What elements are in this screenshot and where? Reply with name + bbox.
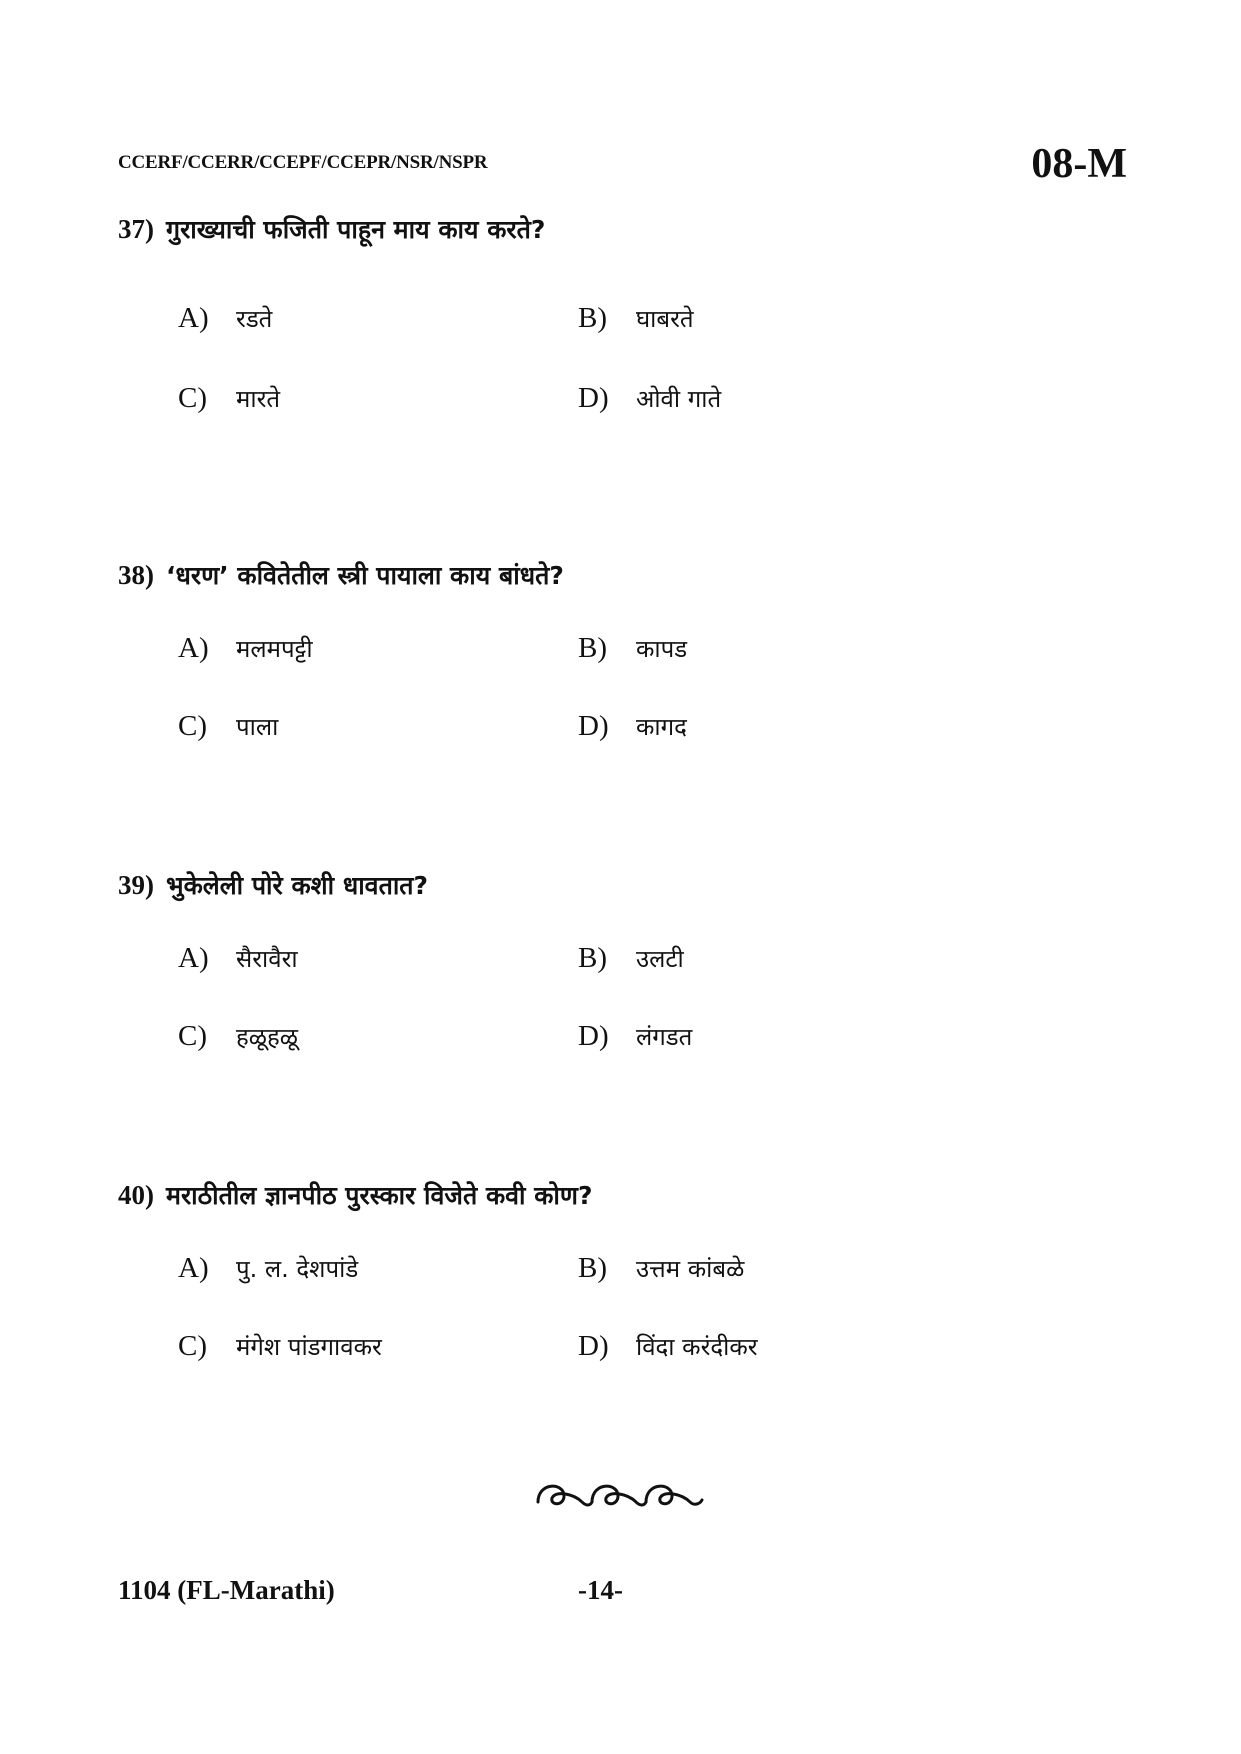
option-row — [178, 710, 978, 743]
question-39 — [118, 868, 1118, 1052]
question-40 — [118, 1178, 1118, 1362]
question-text — [118, 558, 1118, 592]
option-row — [178, 382, 978, 415]
option-text: उत्तम कांबळे — [636, 1255, 745, 1283]
option-d — [578, 710, 978, 743]
option-text: रडते — [236, 305, 273, 333]
exam-code: CCERF/CCERR/CCEPF/CCEPR/NSR/NSPR — [118, 152, 488, 173]
option-letter: D) — [578, 1330, 609, 1362]
option-a — [178, 1252, 578, 1285]
question-label: गुराख्याची फजिती पाहून माय काय करते? — [166, 215, 546, 244]
question-text — [118, 1178, 1118, 1212]
option-letter: C) — [178, 382, 207, 414]
option-row — [178, 632, 978, 665]
option-text: घाबरते — [636, 305, 694, 333]
option-text: मारते — [236, 385, 281, 413]
option-b — [578, 302, 978, 335]
question-text — [118, 868, 1118, 902]
end-of-section-flourish-icon — [530, 1470, 710, 1520]
option-letter: D) — [578, 382, 609, 414]
question-text — [118, 212, 1118, 246]
option-c — [178, 710, 578, 743]
option-c — [178, 1330, 578, 1363]
option-text: विंदा करंदीकर — [636, 1333, 758, 1361]
option-letter: D) — [578, 710, 609, 742]
question-number: 40) — [118, 1180, 154, 1210]
question-label: मराठीतील ज्ञानपीठ पुरस्कार विजेते कवी कोण? — [166, 1181, 593, 1210]
option-d — [578, 382, 978, 415]
option-b — [578, 942, 978, 975]
option-text: कापड — [636, 635, 688, 663]
page-number: -14- — [578, 1575, 623, 1605]
question-38 — [118, 558, 1118, 742]
option-a — [178, 632, 578, 665]
option-letter: D) — [578, 1020, 609, 1052]
option-letter: C) — [178, 1020, 207, 1052]
option-text: मलमपट्टी — [236, 635, 313, 663]
question-number: 39) — [118, 870, 154, 900]
option-text: पाला — [236, 713, 279, 741]
option-text: कागद — [636, 713, 687, 741]
option-d — [578, 1330, 978, 1363]
option-text: लंगडत — [636, 1023, 693, 1051]
set-code: 08-M — [1031, 141, 1127, 187]
option-c — [178, 1020, 578, 1053]
option-text: उलटी — [636, 945, 684, 973]
option-letter: B) — [578, 302, 607, 334]
option-text: हळूहळू — [236, 1023, 298, 1051]
option-a — [178, 942, 578, 975]
option-row — [178, 1330, 978, 1363]
option-text: ओवी गाते — [636, 385, 722, 413]
option-letter: B) — [578, 942, 607, 974]
option-text: सैरावैरा — [236, 945, 298, 973]
question-37 — [118, 212, 1118, 414]
option-letter: B) — [578, 1252, 607, 1284]
paper-code: 1104 (FL-Marathi) — [118, 1575, 335, 1605]
option-letter: A) — [178, 632, 209, 664]
question-number: 38) — [118, 560, 154, 590]
option-letter: C) — [178, 1330, 207, 1362]
option-row — [178, 1020, 978, 1053]
option-letter: A) — [178, 302, 209, 334]
option-b — [578, 1252, 978, 1285]
question-number: 37) — [118, 214, 154, 244]
option-d — [578, 1020, 978, 1053]
option-text: पु. ल. देशपांडे — [236, 1255, 359, 1283]
option-letter: B) — [578, 632, 607, 664]
option-letter: C) — [178, 710, 207, 742]
option-a — [178, 302, 578, 335]
option-row — [178, 942, 978, 975]
question-label: ‘धरण’ कवितेतील स्त्री पायाला काय बांधते? — [166, 561, 564, 590]
option-letter: A) — [178, 942, 209, 974]
option-b — [578, 632, 978, 665]
question-label: भुकेलेली पोरे कशी धावतात? — [166, 871, 429, 900]
option-row — [178, 302, 978, 335]
option-row — [178, 1252, 978, 1285]
option-letter: A) — [178, 1252, 209, 1284]
option-c — [178, 382, 578, 415]
option-text: मंगेश पांडगावकर — [236, 1333, 382, 1361]
